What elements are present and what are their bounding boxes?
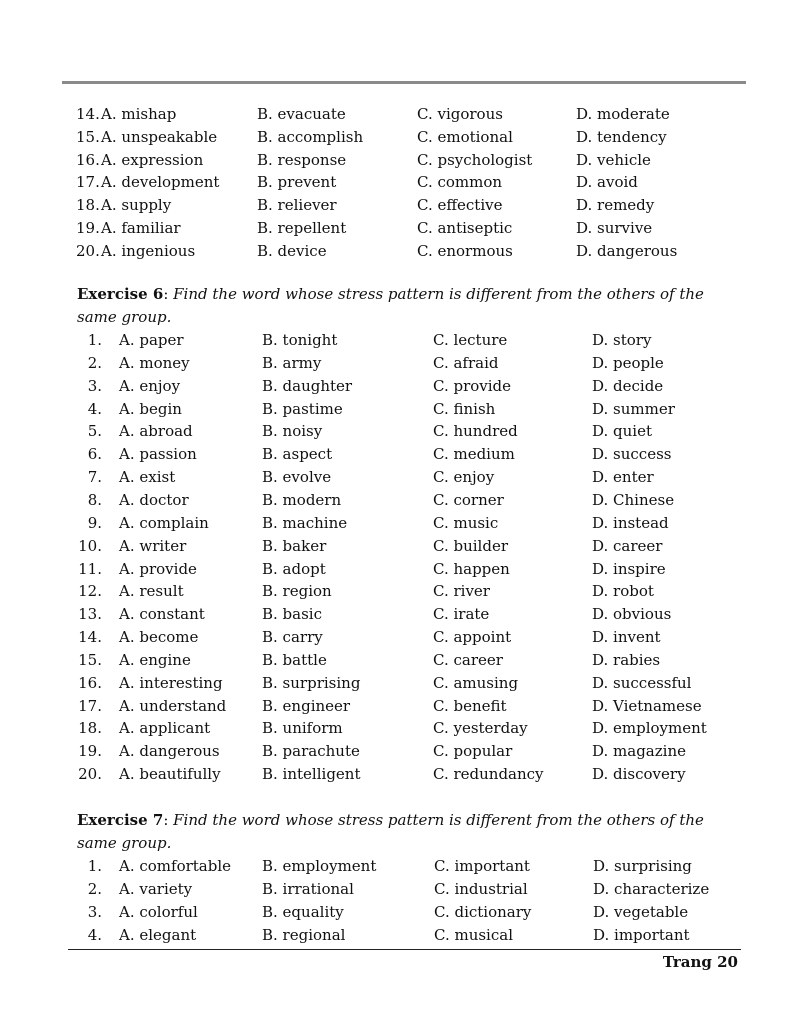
option-d: D. moderate <box>576 105 670 123</box>
option-a: A. understand <box>119 696 227 715</box>
question-number: 8. <box>87 490 102 509</box>
option-c: C. vigorous <box>417 105 503 123</box>
option-b: B. army <box>262 353 322 372</box>
option-b: B. machine <box>262 513 348 532</box>
option-c: C. medium <box>433 445 515 464</box>
question-row <box>0 603 800 626</box>
option-d: D. dangerous <box>576 241 678 260</box>
question-number: 14. <box>78 628 102 647</box>
option-b: B. regional <box>262 926 346 944</box>
option-a: A. become <box>119 628 199 647</box>
question-number: 20. <box>78 765 102 784</box>
question-number: 18. <box>78 719 102 738</box>
question-row <box>0 398 800 421</box>
question-row <box>0 878 800 901</box>
question-number: 7. <box>87 468 102 487</box>
option-b: B. daughter <box>262 376 353 395</box>
option-a: A. abroad <box>119 422 193 441</box>
option-c: C. career <box>433 650 503 669</box>
question-number: 11. <box>78 559 102 578</box>
question-row <box>0 717 800 740</box>
option-c: C. provide <box>433 376 512 395</box>
option-a: A. doctor <box>119 490 189 509</box>
question-row <box>0 512 800 535</box>
option-b: B. battle <box>262 650 327 669</box>
option-b: B. uniform <box>262 719 343 738</box>
option-d: D. characterize <box>593 880 710 898</box>
option-c: C. common <box>417 173 503 192</box>
option-c: C. benefit <box>433 696 507 715</box>
question-row <box>0 126 800 149</box>
option-d: D. Chinese <box>592 490 675 509</box>
option-a: A. dangerous <box>119 742 220 761</box>
option-c: C. amusing <box>433 673 519 692</box>
option-a: A. begin <box>119 399 182 418</box>
option-b: B. evacuate <box>257 105 346 123</box>
option-a: A. comfortable <box>119 857 232 875</box>
question-number: 4. <box>87 399 102 418</box>
option-d: D. summer <box>592 399 675 418</box>
option-b: B. region <box>262 582 332 601</box>
option-b: B. response <box>257 150 347 169</box>
option-d: D. vehicle <box>576 150 651 169</box>
option-b: B. noisy <box>262 422 323 441</box>
option-c: C. redundancy <box>433 765 544 784</box>
option-c: C. finish <box>433 399 496 418</box>
option-c: C. afraid <box>433 353 499 372</box>
question-number: 15. <box>78 650 102 669</box>
option-d: D. people <box>592 353 664 372</box>
question-row <box>0 352 800 375</box>
option-d: D. important <box>593 926 690 944</box>
option-d: D. rabies <box>592 650 661 669</box>
question-number: 1. <box>87 331 102 349</box>
option-b: B. basic <box>262 605 322 624</box>
option-c: C. antiseptic <box>417 219 513 237</box>
option-b: B. repellent <box>257 219 347 237</box>
option-c: C. hundred <box>433 422 518 441</box>
question-number: 16. <box>78 673 102 692</box>
question-row <box>0 535 800 558</box>
question-number: 15. <box>76 127 100 146</box>
option-a: A. development <box>101 173 220 192</box>
option-a: A. unspeakable <box>101 127 218 146</box>
option-b: B. employment <box>262 857 377 875</box>
option-c: C. enormous <box>417 241 513 260</box>
option-c: C. lecture <box>433 331 508 349</box>
option-a: A. constant <box>119 605 205 624</box>
option-c: C. emotional <box>417 127 513 146</box>
option-d: D. survive <box>576 219 653 237</box>
question-number: 16. <box>76 150 100 169</box>
option-d: D. surprising <box>593 857 692 875</box>
option-d: D. employment <box>592 719 707 738</box>
question-number: 1. <box>87 857 102 875</box>
option-d: D. discovery <box>592 765 686 784</box>
question-number: 19. <box>76 219 100 237</box>
option-c: C. happen <box>433 559 510 578</box>
question-row <box>0 443 800 466</box>
option-c: C. river <box>433 582 490 601</box>
option-c: C. musical <box>434 926 513 944</box>
question-row <box>0 217 800 240</box>
question-number: 5. <box>87 422 102 441</box>
option-c: C. irate <box>433 605 490 624</box>
question-row <box>0 558 800 581</box>
exercise-7-label: Exercise 7 <box>77 811 164 829</box>
option-c: C. corner <box>433 490 504 509</box>
option-c: C. builder <box>433 536 508 555</box>
option-a: A. variety <box>119 880 193 898</box>
question-number: 19. <box>78 742 102 761</box>
question-number: 10. <box>78 536 102 555</box>
option-b: B. aspect <box>262 445 333 464</box>
option-a: A. paper <box>119 331 184 349</box>
footer-rule <box>68 949 741 950</box>
option-b: B. engineer <box>262 696 351 715</box>
option-a: A. expression <box>101 150 204 169</box>
option-d: D. invent <box>592 628 661 647</box>
option-d: D. enter <box>592 468 654 487</box>
option-a: A. elegant <box>119 926 197 944</box>
question-row <box>0 194 800 217</box>
option-a: A. mishap <box>101 105 177 123</box>
exercise-6-instruction: Find the word whose stress pattern is different from the others of the same group. <box>77 285 704 326</box>
question-row <box>0 924 800 947</box>
option-b: B. pastime <box>262 399 343 418</box>
option-a: A. passion <box>119 445 197 464</box>
header-rule <box>62 81 746 84</box>
question-row <box>0 855 800 878</box>
question-number: 6. <box>87 445 102 464</box>
question-row <box>0 466 800 489</box>
question-number: 12. <box>78 582 102 601</box>
option-d: D. magazine <box>592 742 686 761</box>
option-a: A. enjoy <box>119 376 181 395</box>
option-a: A. complain <box>119 513 209 532</box>
option-b: B. carry <box>262 628 323 647</box>
question-number: 18. <box>76 196 100 215</box>
option-a: A. familiar <box>101 219 181 237</box>
option-a: A. applicant <box>119 719 211 738</box>
option-a: A. money <box>119 353 190 372</box>
question-number: 3. <box>87 903 102 921</box>
option-b: B. equality <box>262 903 344 921</box>
option-d: D. tendency <box>576 127 667 146</box>
option-c: C. psychologist <box>417 150 533 169</box>
option-c: C. enjoy <box>433 468 495 487</box>
option-b: B. tonight <box>262 331 338 349</box>
option-d: D. story <box>592 331 652 349</box>
option-a: A. result <box>119 582 184 601</box>
option-a: A. ingenious <box>101 241 196 260</box>
question-number: 2. <box>87 880 102 898</box>
option-d: D. successful <box>592 673 692 692</box>
question-row <box>0 149 800 172</box>
option-c: C. effective <box>417 196 503 215</box>
question-row <box>0 763 800 786</box>
question-number: 9. <box>87 513 102 532</box>
option-a: A. interesting <box>119 673 223 692</box>
option-c: C. music <box>433 513 499 532</box>
question-row <box>0 375 800 398</box>
option-d: D. quiet <box>592 422 652 441</box>
question-row <box>0 672 800 695</box>
question-row <box>0 695 800 718</box>
question-row <box>0 580 800 603</box>
option-b: B. device <box>257 241 327 260</box>
option-a: A. provide <box>119 559 197 578</box>
question-number: 13. <box>78 605 102 624</box>
option-d: D. obvious <box>592 605 672 624</box>
option-b: B. baker <box>262 536 327 555</box>
question-number: 3. <box>87 376 102 395</box>
option-c: C. appoint <box>433 628 512 647</box>
option-a: A. exist <box>119 468 176 487</box>
option-b: B. surprising <box>262 673 361 692</box>
option-b: B. reliever <box>257 196 337 215</box>
option-d: D. Vietnamese <box>592 696 702 715</box>
option-a: A. colorful <box>119 903 198 921</box>
option-d: D. robot <box>592 582 654 601</box>
exercise-7-heading: Exercise 7: Find the word whose stress pattern is different from the others of the same group. <box>77 811 704 852</box>
question-row <box>0 329 800 352</box>
option-c: C. yesterday <box>433 719 528 738</box>
option-b: B. prevent <box>257 173 337 192</box>
page-number: Trang 20 <box>662 953 738 971</box>
question-row <box>0 240 800 263</box>
option-b: B. modern <box>262 490 342 509</box>
option-c: C. popular <box>433 742 513 761</box>
question-row <box>0 171 800 194</box>
option-c: C. important <box>434 857 530 875</box>
option-b: B. accomplish <box>257 127 364 146</box>
question-row <box>0 649 800 672</box>
option-d: D. decide <box>592 376 664 395</box>
question-row <box>0 626 800 649</box>
option-c: C. dictionary <box>434 903 532 921</box>
question-number: 17. <box>78 696 102 715</box>
option-b: B. evolve <box>262 468 332 487</box>
option-d: D. instead <box>592 513 669 532</box>
option-d: D. success <box>592 445 672 464</box>
option-d: D. inspire <box>592 559 666 578</box>
question-row <box>0 489 800 512</box>
option-b: B. parachute <box>262 742 360 761</box>
option-b: B. irrational <box>262 880 354 898</box>
option-a: A. writer <box>119 536 187 555</box>
exercise-6-heading: Exercise 6: Find the word whose stress pattern is different from the others of the same group. <box>77 285 704 326</box>
question-number: 17. <box>76 173 100 192</box>
option-d: D. vegetable <box>593 903 689 921</box>
question-row <box>0 901 800 924</box>
question-number: 4. <box>87 926 102 944</box>
option-b: B. intelligent <box>262 765 361 784</box>
option-a: A. beautifully <box>119 765 221 784</box>
question-number: 14. <box>76 105 100 123</box>
option-a: A. supply <box>101 196 172 215</box>
option-a: A. engine <box>119 650 191 669</box>
exercise-6-label: Exercise 6 <box>77 285 164 303</box>
exercise-7-instruction: Find the word whose stress pattern is different from the others of the same group. <box>77 811 704 852</box>
question-number: 2. <box>87 353 102 372</box>
option-d: D. career <box>592 536 663 555</box>
option-c: C. industrial <box>434 880 528 898</box>
question-row <box>0 420 800 443</box>
option-d: D. avoid <box>576 173 638 192</box>
question-row <box>0 103 800 126</box>
question-row <box>0 740 800 763</box>
question-number: 20. <box>76 241 100 260</box>
option-d: D. remedy <box>576 196 655 215</box>
option-b: B. adopt <box>262 559 326 578</box>
